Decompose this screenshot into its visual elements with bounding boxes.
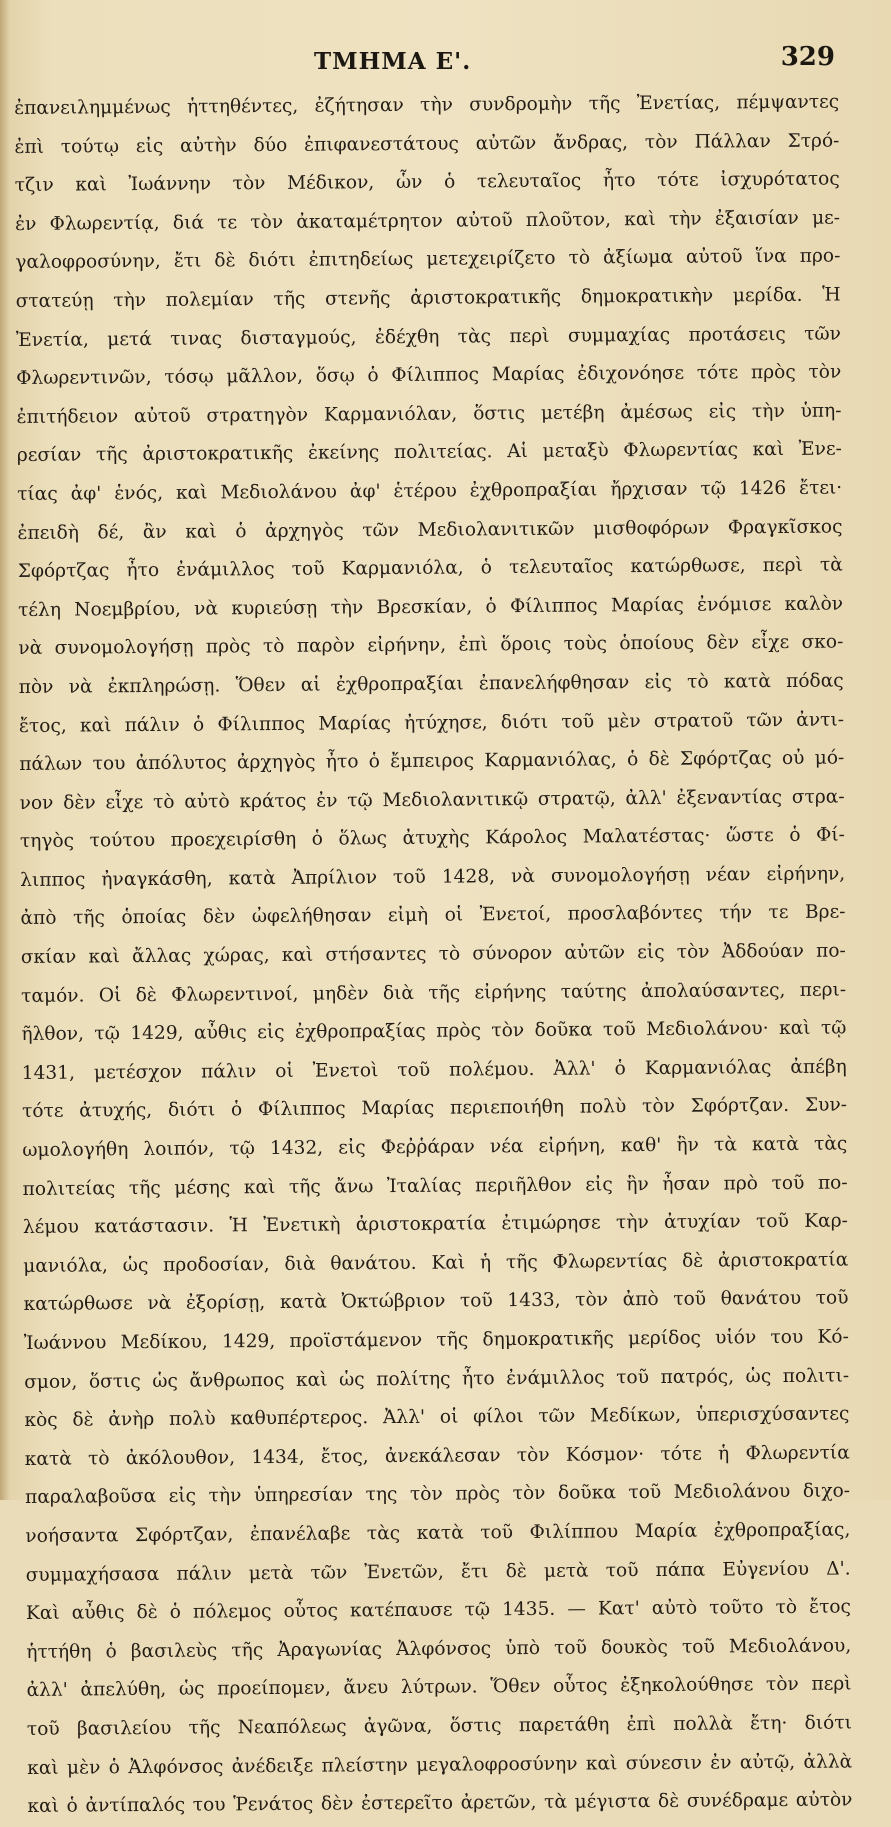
text-line: πὸν νὰ ἐκπληρώσῃ. Ὅθεν αἱ ἐχθροπραξίαι ἐπανελήφθησαν εἰς τὸ κατὰ πόδας	[18, 670, 844, 698]
text-line: ἡττήθη ὁ βασιλεὺς τῆς Ἀραγωνίας Ἀλφόνσος ὑπὸ τοῦ δουκὸς τοῦ Μεδιολάνου,	[26, 1635, 852, 1663]
text-line: πολιτείας τῆς μέσης καὶ τῆς ἄνω Ἰταλίας περιῆλθον εἰς ἣν ἦσαν πρὸ τοῦ πο-	[22, 1172, 848, 1200]
text-line: τζιν καὶ Ἰωάννην τὸν Μέδικον, ὧν ὁ τελευταῖος ἦτο τότε ἰσχυρότατος	[14, 168, 840, 197]
text-line: καὶ μὲν ὁ Ἀλφόνσος ἀνέδειξε πλείστην μεγαλοφροσύνην καὶ σύνεσιν ἐν αὐτῷ, ἀλλὰ	[27, 1751, 853, 1779]
text-line: ἐπανειλημμένως ἡττηθέντες, ἐζήτησαν τὴν συνδρομὴν τῆς Ἐνετίας, πέμψαντες	[14, 91, 840, 119]
text-line: ρεσίαν τῆς ἀριστοκρατικῆς ἐκείνης πολιτείας. Αἱ μεταξὺ Φλωρεντίας καὶ Ἐνε-	[16, 438, 842, 467]
text-line: ταμόν. Οἱ δὲ Φλωρεντινοί, μηδὲν διὰ τῆς εἰρήνης ταύτης ἀπολαύσαντες, περι-	[21, 979, 847, 1007]
text-line: τηγὸς τούτου προεχειρίσθη ὁ ὅλως ἀτυχὴς Κάρολος Μαλατέστας· ὥστε ὁ Φί-	[19, 824, 845, 853]
text-line: 1431, μετέσχον πάλιν οἱ Ἐνετοὶ τοῦ πολέμου. Ἀλλ' ὁ Καρμανιόλας ἀπέβη	[21, 1056, 847, 1084]
text-line: ἀπὸ τῆς ὁποίας δὲν ὠφελήθησαν εἰμὴ οἱ Ἐνετοί, προσλαβόντες τήν τε Βρε-	[20, 901, 846, 930]
running-header	[0, 42, 891, 82]
text-line: Ἐνετία, μετά τινας δισταγμούς, ἐδέχθη τὰς περὶ συμμαχίας προτάσεις τῶν	[15, 323, 842, 351]
text-line: ἀλλ' ἀπελύθη, ὡς προείπομεν, ἄνευ λύτρων. Ὅθεν οὗτος ἐξηκολούθησε τὸν περὶ	[26, 1673, 852, 1702]
text-line: μανιόλα, ὡς προδοσίαν, διὰ θανάτου. Καὶ ἡ τῆς Φλωρεντίας δὲ ἀριστοκρατία	[23, 1249, 849, 1277]
text-line: ωμολογήθη λοιπόν, τῷ 1432, εἰς Φεῤῥάραν νέα εἰρήνη, καθ' ἣν τὰ κατὰ τὰς	[22, 1133, 848, 1161]
text-line: παραλαβοῦσα εἰς τὴν ὑπηρεσίαν της τὸν πρὸς τὸν δοῦκα τοῦ Μεδιολάνου διχο-	[24, 1480, 851, 1509]
text-line: Σφόρτζας ἦτο ἐνάμιλλος τοῦ Καρμανιόλα, ὁ τελευταῖος κατώρθωσε, περὶ τὰ	[17, 554, 843, 583]
text-line: νον δὲν εἶχε τὸ αὐτὸ κράτος ἐν τῷ Μεδιολανιτικῷ στρατῷ, ἀλλ' ἐξεναντίας στρα-	[19, 786, 845, 814]
text-line: ἐπιτήδειον αὐτοῦ στρατηγὸν Καρμανιόλαν, ὅστις μετέβη ἀμέσως εἰς τὴν ὑπη-	[16, 400, 842, 428]
text-line: τότε ἀτυχής, διότι ὁ Φίλιππος Μαρίας περιεποιήθη πολὺ τὸν Σφόρτζαν. Συν-	[21, 1094, 848, 1123]
text-line: Καὶ αὖθις δὲ ὁ πόλεμος οὗτος κατέπαυσε τῷ 1435. — Κατ' αὐτὸ τοῦτο τὸ ἔτος	[25, 1596, 852, 1625]
text-line: ἔτος, καὶ πάλιν ὁ Φίλιππος Μαρίας ἠτύχησε, διότι τοῦ μὲν στρατοῦ τῶν ἀντι-	[18, 709, 845, 737]
text-line: νοήσαντα Σφόρτζαν, ἐπανέλαβε τὰς κατὰ τοῦ Φιλίππου Μαρία ἐχθροπραξίας,	[25, 1519, 851, 1547]
text-line: συμμαχήσασα πάλιν μετὰ τῶν Ἐνετῶν, ἔτι δὲ μετὰ τοῦ πάπα Εὐγενίου Δ'.	[25, 1558, 851, 1586]
text-line: Ἰωάννου Μεδίκου, 1429, προϊστάμενον τῆς δημοκρατικῆς μερίδος υἱόν του Κό-	[23, 1326, 849, 1354]
text-line: νὰ συνομολογήσῃ πρὸς τὸ παρὸν εἰρήνην, ἐπὶ ὅροις τοὺς ὁποίους δὲν εἶχε σκο-	[18, 631, 844, 660]
text-line: Φλωρεντινῶν, τόσῳ μᾶλλον, ὅσῳ ὁ Φίλιππος Μαρίας ἐδιχονόησε τότε πρὸς τὸν	[16, 361, 842, 390]
text-line: στατεύῃ τὴν πολεμίαν τῆς στενῆς ἀριστοκρατικῆς δημοκρατικὴν μερίδα. Ἡ	[15, 284, 841, 312]
text-line: πάλων του ἀπόλυτος ἀρχηγὸς ἦτο ὁ ἔμπειρος Καρμανιόλας, ὁ δὲ Σφόρτζας οὐ μό-	[19, 747, 845, 776]
text-line: τέλη Νοεμβρίου, νὰ κυριεύσῃ τὴν Βρεσκίαν, ὁ Φίλιππος Μαρίας ἐνόμισε καλὸν	[18, 593, 844, 621]
text-line: ἐν Φλωρεντίᾳ, διά τε τὸν ἀκαταμέτρητον αὐτοῦ πλοῦτον, καὶ τὴν ἐξαισίαν με-	[14, 207, 841, 235]
body-text	[14, 84, 853, 1827]
section-title: ΤΜΗΜΑ Ε'.	[314, 48, 472, 75]
text-line: ἐπὶ τούτῳ εἰς αὐτὴν δύο ἐπιφανεστάτους αὐτῶν ἄνδρας, τὸν Πάλλαν Στρό-	[14, 130, 840, 158]
text-line: κὸς δὲ ἀνὴρ πολὺ καθυπέρτερος. Ἀλλ' οἱ φίλοι τῶν Μεδίκων, ὑπερισχύσαντες	[24, 1403, 850, 1432]
text-line: λέμου κατάστασιν. Ἡ Ἐνετικὴ ἀριστοκρατία ἐτιμώρησε τὴν ἀτυχίαν τοῦ Καρ-	[22, 1210, 848, 1239]
text-line: σμον, ὅστις ὡς ἄνθρωπος καὶ ὡς πολίτης ἦτο ἐνάμιλλος τοῦ πατρός, ὡς πολιτι-	[24, 1365, 850, 1393]
text-line: λιππος ἠναγκάσθη, κατὰ Ἀπρίλιον τοῦ 1428, νὰ συνομολογήσῃ νέαν εἰρήνην,	[20, 863, 846, 891]
text-line: κατὰ τὸ ἀκόλουθον, 1434, ἔτος, ἀνεκάλεσαν τὸν Κόσμον· τότε ἡ Φλωρεντία	[24, 1442, 850, 1470]
text-line: ἐπειδὴ δέ, ἂν καὶ ὁ ἀρχηγὸς τῶν Μεδιολανιτικῶν μισθοφόρων Φραγκῖσκος	[17, 516, 843, 544]
text-line: γαλοφροσύνην, ἔτι δὲ διότι ἐπιτηδείως μετεχειρίζετο τὸ ἀξίωμα αὐτοῦ ἵνα προ-	[15, 245, 841, 274]
page-number: 329	[780, 42, 835, 72]
text-line: σκίαν καὶ ἄλλας χώρας, καὶ στήσαντες τὸ σύνορον αὐτῶν εἰς τὸν Ἀδδούαν πο-	[20, 940, 846, 969]
text-line: κατώρθωσε νὰ ἐξορίσῃ, κατὰ Ὀκτώβριον τοῦ 1433, τὸν ἀπὸ τοῦ θανάτου τοῦ	[23, 1287, 849, 1316]
page-gutter-shadow	[0, 0, 10, 1500]
text-line: ῆλθον, τῷ 1429, αὖθις εἰς ἐχθροπραξίας πρὸς τὸν δοῦκα τοῦ Μεδιολάνου· καὶ τῷ	[21, 1017, 847, 1046]
text-line: καὶ ὁ ἀντίπαλός του Ῥενάτος δὲν ἐστερεῖτο ἀρετῶν, τὰ μέγιστα δὲ συνέδραμε αὐτὸν	[27, 1789, 853, 1818]
text-line: τίας ἀφ' ἑνός, καὶ Μεδιολάνου ἀφ' ἑτέρου ἐχθροπραξίαι ἤρχισαν τῷ 1426 ἔτει·	[17, 477, 843, 505]
text-line: τοῦ βασιλείου τῆς Νεαπόλεως ἀγῶνα, ὅστις παρετάθη ἐπὶ πολλὰ ἔτη· διότι	[26, 1712, 852, 1740]
